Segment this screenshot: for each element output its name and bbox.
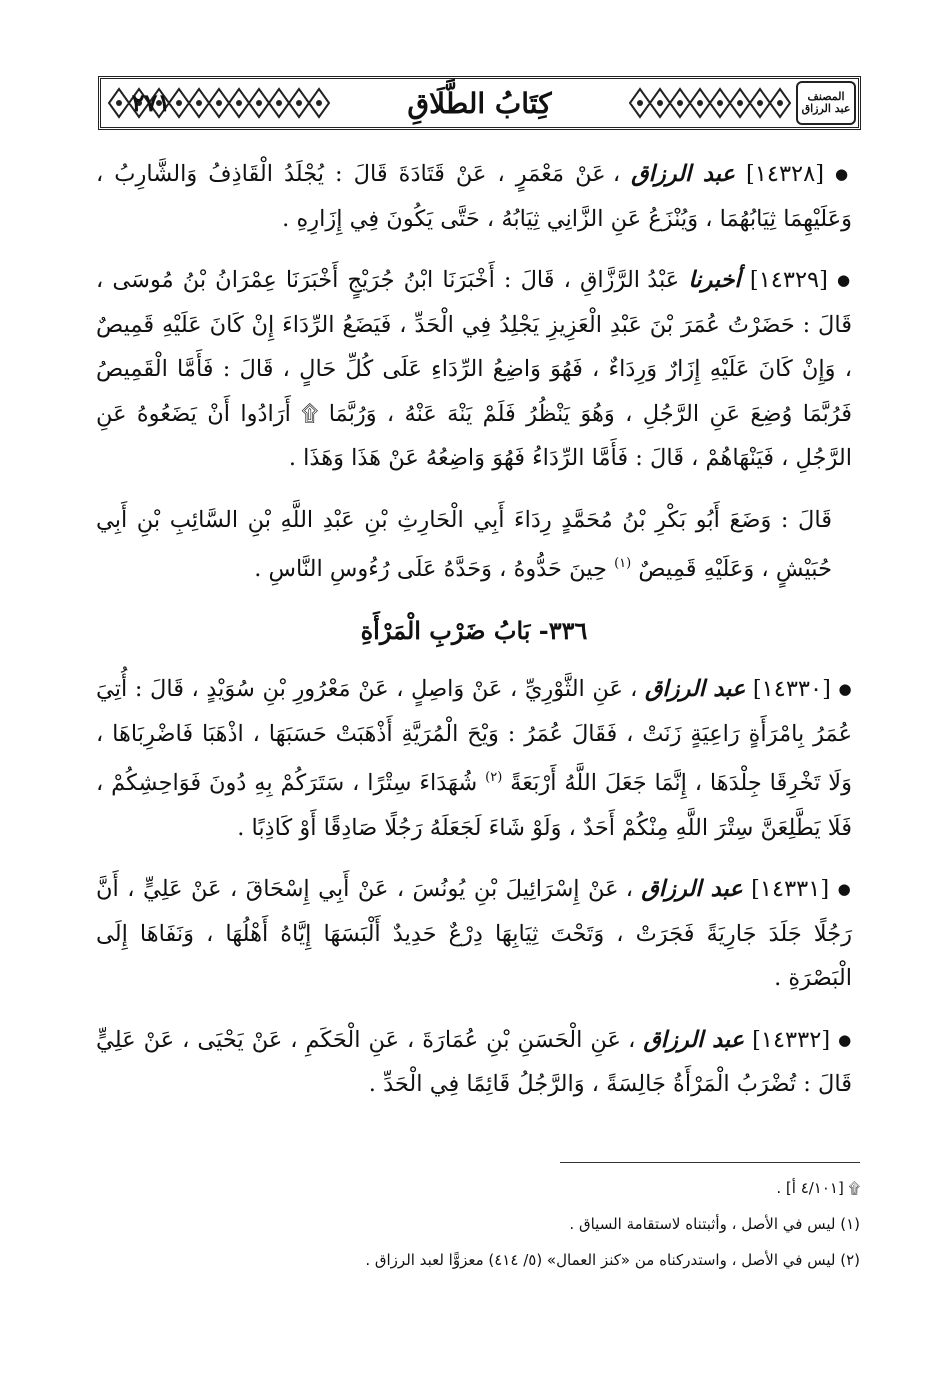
chapter-heading: ٣٣٦- بَابُ ضَرْبِ الْمَرْأَةِ	[360, 615, 588, 645]
hadith-text-a: ، عَنِ الثَّوْرِيِّ ، عَنْ وَاصِلٍ ، عَنْ مَعْرُورِ بْنِ سُوَيْدٍ ، قَالَ : أُتِيَ عُمَرُ بِامْرَأَةٍ رَاعِيَةٍ زَنَتْ ، فَقَالَ عُمَرُ : وَيْحَ الْمُرَيَّةِ أَذْهَبَتْ حَسَبَهَا ، اذْهَبَا فَاضْرِبَاهَا ، وَلَا تَخْرِقَا جِلْدَهَا ، إِنَّمَا جَعَلَ اللَّهُ أَرْبَعَةً	[96, 676, 853, 796]
footnotes	[96, 1178, 860, 1286]
hadith-14330	[96, 667, 852, 850]
narrator-name: عبد الرزاق	[641, 876, 743, 902]
hadith-14331	[96, 867, 852, 1001]
hadith-number: [١٤٣٣٠]	[752, 676, 831, 702]
hadith-text: عَبْدُ الرَّزَّاقِ ، قَالَ : أَخْبَرَنَا ابْنُ جُرَيْجٍ أَخْبَرَنَا عِمْرَانُ بْنُ مُوسَى ، قَالَ : حَضَرْتُ عُمَرَ بْنَ عَبْدِ الْعَزِيزِ يَجْلِدُ فِي الْحَدِّ ، فَيَضَعُ الرِّدَاءَ إِنْ كَانَ عَلَيْهِ قَمِيصٌ ، وَإِنْ كَانَ عَلَيْهِ إِزَارٌ وَرِدَاءٌ ، فَهُوَ وَاضِعُ الرِّدَاءِ عَلَى كُلِّ حَالٍ ، قَالَ : فَأَمَّا الْقَمِيصُ فَرُبَّمَا وُضِعَ عَنِ الرَّجُلِ ، وَهُوَ يَنْظُرُ فَلَمْ يَنْهَ عَنْهُ ، وَرُبَّمَا ۩ أَرَادُوا أَنْ يَضَعُوهُ عَنِ الرَّجُلِ ، فَيَنْهَاهُمْ ، قَالَ : فَأَمَّا الرِّدَاءُ فَهُوَ وَاضِعُهُ عَنْ هَذَا وَهَذَا .	[96, 267, 852, 471]
narrator-name: أخبرنا	[688, 267, 741, 293]
publisher-logo	[796, 81, 856, 125]
hadith-14328	[96, 152, 852, 241]
manuscript-reference: ۩ [٤/١٠١ أ] .	[776, 1179, 860, 1197]
logo-line-bottom: عبد الرزاق	[801, 102, 851, 115]
hadith-number: [١٤٣٢٨]	[746, 161, 824, 187]
hadith-text: ، عَنْ مَعْمَرٍ ، عَنْ قَتَادَةَ قَالَ : يُجْلَدُ الْقَاذِفُ وَالشَّارِبُ ، وَعَلَيْهِمَا ثِيَابُهُمَا ، وَيُنْزَعُ عَنِ الزَّانِي ثِيَابُهُ ، حَتَّى يَكُونَ فِي إِزَارِهِ .	[96, 161, 852, 232]
bullet-icon: ●	[837, 880, 852, 898]
paragraph-text-a: قَالَ : وَضَعَ أَبُو بَكْرِ بْنُ مُحَمَّدٍ رِدَاءَ أَبِي الْحَارِثِ بْنِ عَبْدِ اللَّهِ بْنِ السَّائِبِ بْنِ أَبِي حُبَيْشٍ ، وَعَلَيْهِ قَمِيصٌ	[96, 506, 832, 582]
bullet-icon: ●	[838, 680, 852, 698]
hadith-number: [١٤٣٣٢]	[752, 1026, 831, 1053]
hadith-number: [١٤٣٢٩]	[749, 267, 828, 293]
narrator-name: عبد الرزاق	[643, 1026, 745, 1053]
hadith-14332	[96, 1018, 852, 1107]
page-header	[98, 76, 861, 130]
narrator-name: عبد الرزاق	[644, 676, 746, 702]
main-text	[96, 152, 852, 1124]
footnote-2: (٢) ليس في الأصل ، واستدركناه من «كنز العمال» (٥/ ٤١٤) معزوًّا لعبد الرزاق .	[365, 1251, 860, 1269]
page-number: ٢٧١	[131, 88, 171, 117]
footnote-marker-1: (١)	[614, 556, 632, 571]
footnote-1: (١) ليس في الأصل ، وأثبتناه لاستقامة السياق .	[569, 1215, 860, 1233]
paragraph-qal	[96, 498, 852, 592]
hadith-text: ، عَنْ إِسْرَائِيلَ بْنِ يُونُسَ ، عَنْ أَبِي إِسْحَاقَ ، عَنْ عَلِيٍّ ، أَنَّ رَجُلًا جَلَدَ جَارِيَةً فَجَرَتْ ، وَتَحْتَ ثِيَابِهَا دِرْعٌ حَدِيدٌ أَلْبَسَهَا إِيَّاهُ أَهْلُهَا ، وَنَفَاهَا إِلَى الْبَصْرَةِ .	[96, 876, 852, 991]
hadith-14329	[96, 258, 852, 481]
bullet-icon: ●	[837, 271, 853, 289]
bullet-icon: ●	[838, 1030, 852, 1049]
chapter-running-title: كِتَابُ الطَّلَاقِ	[407, 87, 552, 120]
narrator-name: عبد الرزاق	[631, 161, 735, 187]
footnote-marker-2: (٢)	[485, 770, 503, 785]
hadith-text: ، عَنِ الْحَسَنِ بْنِ عُمَارَةَ ، عَنِ الْحَكَمِ ، عَنْ يَحْيَى ، عَنْ عَلِيٍّ قَالَ : تُضْرَبُ الْمَرْأَةُ جَالِسَةً ، وَالرَّجُلُ قَائِمًا فِي الْحَدِّ .	[96, 1026, 852, 1097]
hadith-number: [١٤٣٣١]	[751, 876, 830, 902]
bullet-icon: ●	[835, 165, 852, 183]
logo-line-top: المصنف	[807, 90, 845, 103]
hadith-text-b: شُهَدَاءَ سِتْرًا ، سَتَرَكُمْ بِهِ دُونَ فَوَاحِشِكُمْ ، فَلَا يَطَّلِعَنَّ سِتْرَ اللَّهِ مِنْكُمْ أَحَدٌ ، وَلَوْ شَاءَ لَجَعَلَهُ رَجُلًا صَادِقًا أَوْ كَاذِبًا .	[96, 770, 852, 841]
footnote-divider	[560, 1162, 860, 1163]
paragraph-text-b: حِينَ حَدُّوهُ ، وَحَدَّهُ عَلَى رُءُوسِ النَّاسِ .	[254, 556, 607, 582]
